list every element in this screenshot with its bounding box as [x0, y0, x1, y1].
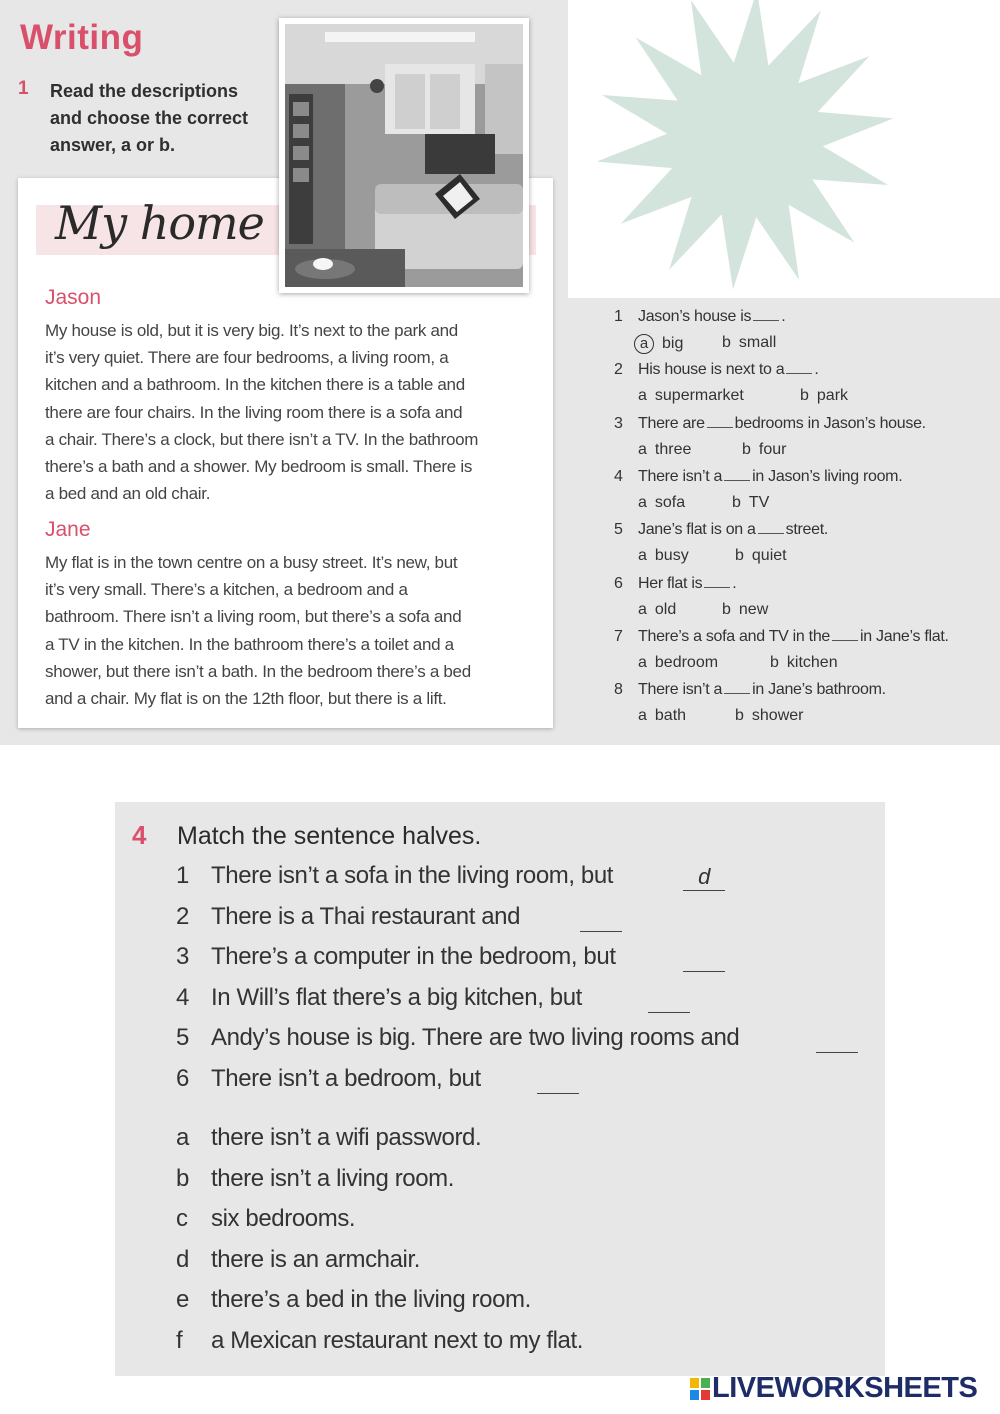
match-answer-blank[interactable] [683, 945, 725, 972]
sentence-text: Andy’s house is big. There are two living rooms and [211, 1024, 740, 1051]
question-options [638, 601, 938, 623]
option-text: bedroom [654, 653, 719, 671]
text-line: bathroom. There isn’t a living room, but there’s a sofa and [45, 607, 462, 627]
option-text: sofa [654, 493, 686, 511]
living-room-image [285, 24, 523, 287]
option-letter: b [732, 493, 741, 511]
option-text: park [816, 387, 849, 405]
ending-text: a Mexican restaurant next to my flat. [211, 1326, 584, 1354]
sunburst-shape [598, 0, 893, 290]
option-text: four [758, 440, 787, 458]
sentence-text: There’s a computer in the bedroom, but [211, 943, 616, 970]
option-a[interactable] [638, 441, 691, 459]
match-answer-blank[interactable]: d [683, 864, 725, 891]
question-number: 6 [614, 574, 623, 592]
ending-letter: f [176, 1326, 183, 1354]
exercise-instruction: Read the descriptions and choose the correct answer, a or b. [50, 81, 249, 155]
jane-heading: Jane [45, 518, 91, 541]
text-line: and a chair. My flat is on the 12th floor, but there is a lift. [45, 689, 447, 709]
ending-letter: d [176, 1245, 189, 1273]
ending-letter: a [176, 1124, 189, 1151]
question-options [638, 334, 938, 356]
text-line: shower, but there isn’t a bath. In the bedroom there’s a bed [45, 661, 471, 681]
question-text-end: . [732, 574, 737, 592]
option-text: kitchen [786, 653, 838, 671]
text-line: it’s very quiet. There are four bedrooms, a living room, a [45, 348, 449, 368]
option-a[interactable] [638, 387, 744, 405]
text-line: a TV in the kitchen. In the bathroom there’s a toilet and a [45, 634, 454, 654]
sentence-text: In Will’s flat there’s a big kitchen, but [211, 983, 582, 1011]
ending-letter: c [176, 1205, 188, 1232]
question-options [638, 707, 938, 729]
text-line: there’s a bath and a shower. My bedroom is small. There is [45, 457, 473, 477]
item-number: 1 [176, 862, 189, 889]
option-text: old [654, 600, 677, 618]
living-room-photo [279, 18, 529, 293]
question-5 [614, 521, 828, 539]
item-number: 3 [176, 943, 189, 970]
sentence-half-4 [176, 984, 866, 1016]
match-answer-blank[interactable] [816, 1026, 858, 1053]
text-line: My flat is in the town centre on a busy street. It’s new, but [45, 553, 458, 572]
question-options [638, 654, 938, 676]
sentence-ending-e [176, 1286, 776, 1318]
question-text-start: Jason’s house is [638, 308, 752, 325]
ending-letter: b [176, 1164, 189, 1192]
option-b[interactable] [722, 334, 776, 352]
question-text-start: There isn’t a [638, 681, 723, 699]
text-line: there are four chairs. In the living room there is a sofa and [45, 402, 463, 422]
question-4 [614, 468, 902, 486]
question-options [638, 547, 938, 569]
question-text-start: There are [638, 414, 705, 432]
question-text-start: There isn’t a [638, 467, 723, 485]
option-letter: b [800, 387, 809, 405]
answer-blank[interactable] [832, 628, 858, 641]
option-text: three [654, 440, 692, 458]
sentence-ending-b [176, 1165, 776, 1197]
answer-blank[interactable] [724, 681, 750, 694]
answer-blank[interactable] [704, 575, 730, 588]
answer-blank[interactable] [753, 308, 779, 321]
ending-text: there isn’t a living room. [211, 1164, 455, 1192]
option-letter: a [638, 653, 647, 671]
question-text-end: in Jane’s bathroom. [752, 681, 886, 699]
option-text: small [738, 334, 777, 351]
question-text-start: There’s a sofa and TV in the [638, 627, 831, 645]
question-2 [614, 361, 819, 379]
question-8 [614, 681, 886, 699]
option-text: bath [654, 707, 687, 725]
sentence-half-1 [176, 862, 866, 894]
sentence-ending-c [176, 1205, 776, 1237]
option-a[interactable] [638, 494, 685, 512]
option-text: busy [654, 547, 689, 565]
option-text: shower [751, 707, 804, 725]
question-number: 8 [614, 681, 623, 699]
jason-description [45, 317, 545, 507]
sentence-text: There isn’t a bedroom, but [211, 1064, 481, 1092]
jason-heading: Jason [45, 286, 102, 309]
text-line: kitchen and a bathroom. In the kitchen there is a table and [45, 375, 465, 395]
option-a[interactable] [638, 601, 676, 619]
match-answer-blank[interactable] [580, 905, 622, 932]
jane-description [45, 549, 545, 712]
answer-blank[interactable] [786, 361, 812, 374]
text-line: a chair. There’s a clock, but there isn’t a TV. In the bathroom [45, 429, 479, 449]
option-letter: a [634, 334, 654, 354]
question-number: 3 [614, 414, 623, 432]
option-a[interactable] [638, 547, 689, 565]
item-number: 6 [176, 1064, 189, 1092]
question-text-end: . [781, 308, 786, 325]
option-text: TV [748, 493, 770, 511]
option-text: new [738, 600, 769, 618]
option-letter: a [638, 440, 647, 458]
logo-text: LIVEWORKSHEETS [712, 1372, 978, 1404]
exercise-title: Match the sentence halves. [177, 822, 482, 850]
option-letter: b [722, 334, 731, 351]
question-number: 2 [614, 361, 623, 379]
sunburst-decoration [598, 0, 1000, 290]
question-6 [614, 575, 736, 593]
option-b[interactable] [800, 387, 848, 405]
sentence-text: There isn’t a sofa in the living room, but [211, 862, 614, 889]
option-b[interactable] [722, 601, 768, 619]
question-text-end: bedrooms in Jason’s house. [734, 414, 926, 432]
option-letter: a [638, 547, 647, 565]
sentence-half-6 [176, 1065, 866, 1097]
match-answer-blank[interactable] [537, 1067, 579, 1094]
sentence-half-2 [176, 903, 866, 935]
question-text-end: in Jason’s living room. [752, 467, 903, 485]
option-a[interactable] [638, 654, 718, 672]
text-line: My house is old, but it is very big. It’s next to the park and [45, 321, 458, 340]
option-letter: b [742, 440, 751, 458]
question-text-start: Her flat is [638, 574, 703, 592]
ending-letter: e [176, 1286, 189, 1313]
question-3 [614, 415, 926, 433]
ending-text: there’s a bed in the living room. [211, 1286, 531, 1313]
ending-text: there isn’t a wifi password. [211, 1124, 482, 1151]
option-b[interactable] [770, 654, 838, 672]
exercise-number: 4 [132, 820, 147, 850]
option-a[interactable] [638, 334, 683, 354]
answer-blank[interactable] [724, 468, 750, 481]
sentence-half-5 [176, 1024, 866, 1056]
question-text-start: His house is next to a [638, 361, 785, 379]
item-number: 2 [176, 902, 189, 930]
option-a[interactable] [638, 707, 686, 725]
option-b[interactable] [735, 547, 787, 565]
article-title: My home [55, 196, 264, 250]
liveworksheets-logo-icon [690, 1378, 710, 1400]
item-number: 5 [176, 1024, 189, 1051]
section-title: Writing [20, 18, 144, 57]
question-text-end: in Jane’s flat. [860, 627, 949, 645]
sentence-ending-a [176, 1124, 776, 1156]
option-letter: a [638, 600, 647, 618]
match-answer-blank[interactable] [648, 986, 690, 1013]
option-b[interactable] [742, 441, 786, 459]
question-text-start: Jane’s flat is on a [638, 521, 756, 539]
ending-text: there is an armchair. [211, 1245, 421, 1273]
answer-blank[interactable] [707, 415, 733, 428]
option-letter: b [735, 547, 744, 565]
question-text-end: . [814, 361, 819, 379]
question-7 [614, 628, 949, 646]
text-line: a bed and an old chair. [45, 484, 211, 504]
item-number: 4 [176, 983, 189, 1011]
option-letter: a [638, 707, 647, 725]
option-letter: a [638, 493, 647, 511]
question-options [638, 441, 938, 463]
sentence-ending-f [176, 1327, 776, 1359]
exercise-number: 1 [18, 78, 29, 99]
option-letter: b [735, 707, 744, 725]
question-number: 1 [614, 308, 623, 325]
question-options [638, 494, 938, 516]
option-b[interactable] [735, 707, 803, 725]
option-letter: b [770, 653, 779, 671]
option-text: supermarket [654, 387, 744, 405]
question-1 [614, 308, 785, 326]
question-number: 7 [614, 627, 623, 645]
question-options [638, 387, 938, 409]
question-text-end: street. [785, 521, 829, 539]
option-text: quiet [751, 547, 787, 565]
sentence-half-3 [176, 943, 866, 975]
question-number: 5 [614, 521, 623, 539]
option-text: big [662, 335, 684, 352]
ending-text: six bedrooms. [211, 1205, 356, 1232]
text-line: it’s very small. There’s a kitchen, a bedroom and a [45, 580, 408, 600]
option-letter: a [638, 387, 647, 405]
answer-blank[interactable] [758, 521, 784, 534]
option-b[interactable] [732, 494, 769, 512]
question-number: 4 [614, 467, 623, 485]
sentence-text: There is a Thai restaurant and [211, 902, 521, 930]
sentence-ending-d [176, 1246, 776, 1278]
option-letter: b [722, 600, 731, 618]
